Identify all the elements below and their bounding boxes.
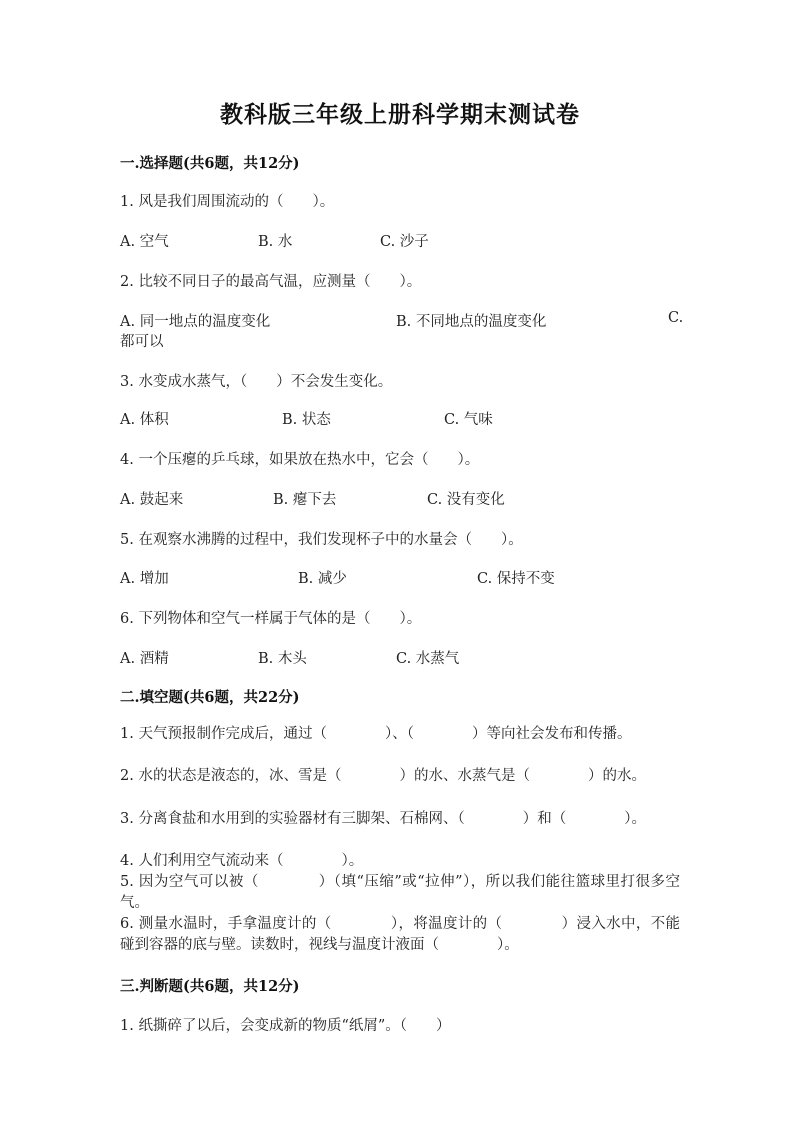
option-c: C. 水蒸气 — [396, 651, 460, 667]
option-c: C. 气味 — [444, 412, 493, 428]
fill-item-2: 2. 水的状态是液态的，冰、雪是（ ）的水、水蒸气是（ ）的水。 — [120, 768, 646, 784]
option-c-label: C. — [668, 310, 684, 326]
fill-item-6: 6. 测量水温时，手拿温度计的（ ），将温度计的（ ）浸入水中，不能碰到容器的底与壁。读数时，视线与温度计液面（ ）。 — [120, 916, 680, 953]
fill-item-5: 5. 因为空气可以被（ ）（填“压缩”或“拉伸”），所以我们能往篮球里打很多空气。 — [120, 874, 680, 911]
question-text: 风是我们周围流动的（ ）。 — [138, 194, 335, 210]
option-c: C. 沙子 — [380, 234, 429, 250]
question-text: 水变成水蒸气，（ ）不会发生变化。 — [138, 374, 393, 390]
question-number: 1. — [120, 1018, 134, 1034]
option-b: B. 状态 — [282, 412, 331, 428]
option-c: C. 保持不变 — [477, 571, 555, 587]
fill-item-1: 1. 天气预报制作完成后，通过（ ）、（ ）等向社会发布和传播。 — [120, 726, 632, 742]
section-heading-fill: 二.填空题(共6题，共22分) — [120, 689, 300, 706]
fill-item-4: 4. 人们利用空气流动来（ ）。 — [120, 853, 364, 869]
option-b: B. 减少 — [298, 571, 347, 587]
question-text: 比较不同日子的最高气温，应测量（ ）。 — [138, 274, 422, 290]
question-1 — [120, 190, 334, 211]
option-b: B. 水 — [258, 234, 293, 250]
question-number: 2. — [120, 274, 134, 290]
option-a: A. 酒精 — [120, 651, 169, 667]
section-heading-choice: 一.选择题(共6题，共12分) — [120, 155, 300, 172]
option-a: A. 增加 — [120, 571, 169, 587]
option-a: A. 同一地点的温度变化 — [120, 314, 271, 330]
question-5 — [120, 528, 523, 549]
option-c-text: 都可以 — [120, 334, 164, 350]
question-number: 4. — [120, 452, 134, 468]
option-b: B. 瘪下去 — [273, 492, 337, 508]
section-heading-judge: 三.判断题(共6题，共12分) — [120, 978, 300, 995]
question-number: 5. — [120, 532, 134, 548]
option-a: A. 鼓起来 — [120, 492, 184, 508]
question-2 — [120, 270, 421, 291]
question-number: 6. — [120, 611, 134, 627]
fill-item-3: 3. 分离食盐和水用到的实验器材有三脚架、石棉网、（ ）和（ ）。 — [120, 811, 646, 827]
question-number: 1. — [120, 194, 134, 210]
question-text: 一个压瘪的乒乓球，如果放在热水中，它会（ ）。 — [138, 452, 480, 468]
question-4 — [120, 448, 479, 469]
judge-question-1 — [120, 1014, 451, 1035]
question-text: 纸撕碎了以后，会变成新的物质“纸屑”。（ ） — [138, 1018, 451, 1034]
option-b: B. 不同地点的温度变化 — [396, 314, 547, 330]
question-6 — [120, 607, 421, 628]
option-a: A. 体积 — [120, 412, 169, 428]
question-text: 在观察水沸腾的过程中，我们发现杯子中的水量会（ ）。 — [138, 532, 523, 548]
exam-title: 教科版三年级上册科学期末测试卷 — [220, 101, 580, 128]
option-a: A. 空气 — [120, 234, 169, 250]
option-b: B. 木头 — [258, 651, 307, 667]
question-3 — [120, 370, 392, 391]
question-text: 下列物体和空气一样属于气体的是（ ）。 — [138, 611, 422, 627]
option-c: C. 没有变化 — [427, 492, 505, 508]
question-number: 3. — [120, 374, 134, 390]
